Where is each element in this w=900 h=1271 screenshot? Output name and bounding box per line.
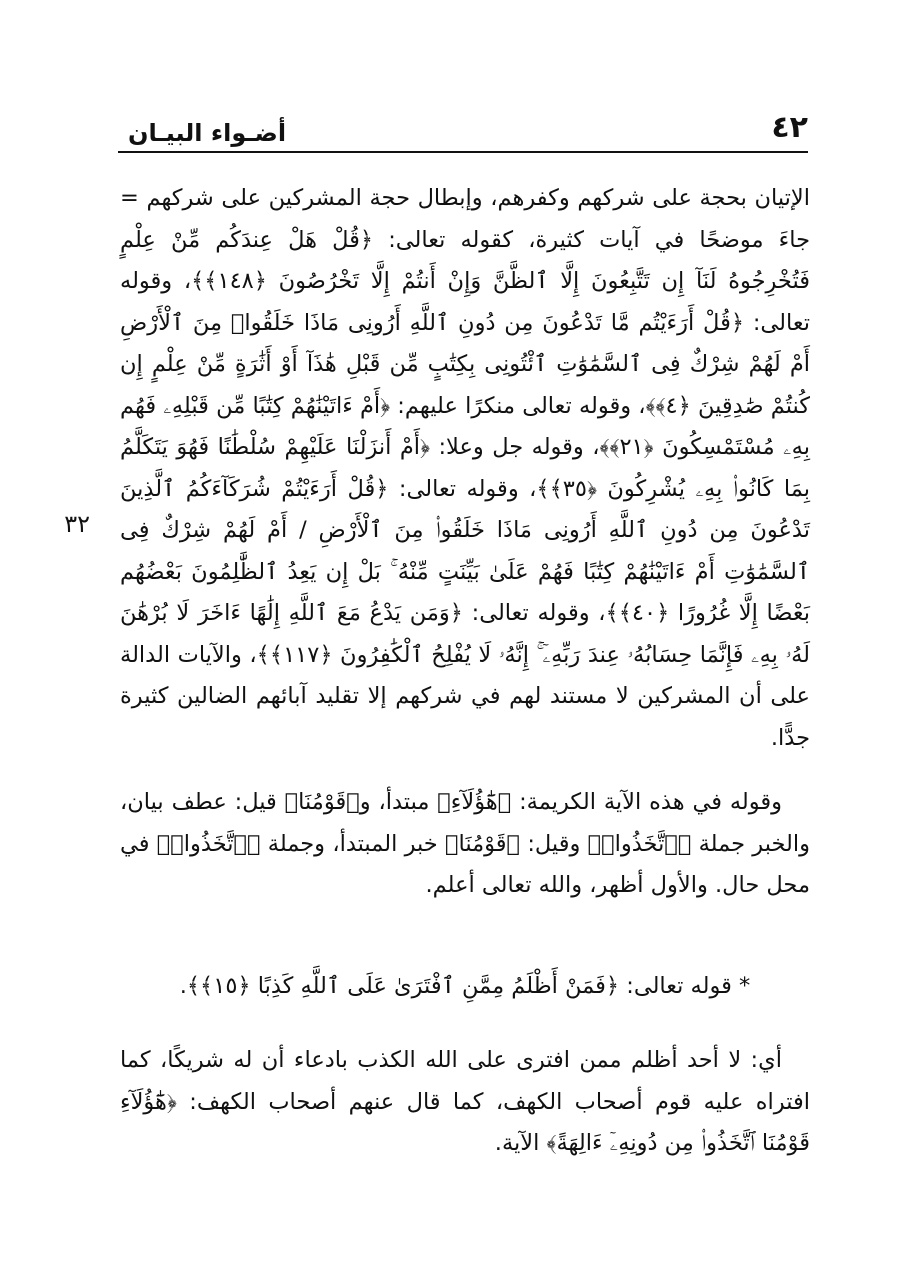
header-divider (118, 151, 808, 153)
paragraph-grammar-note (120, 782, 810, 907)
paragraph-verses-on-proof (120, 178, 810, 759)
paragraph-commentary (120, 1040, 810, 1165)
page-number: ٤٢ (771, 110, 808, 145)
verse-heading-text: * قوله تعالى: ﴿فَمَنْ أَظْلَمُ مِمَّنِ ٱفْتَرَىٰ عَلَى ٱللَّهِ كَذِبًا ﴿١٥﴾﴾. (179, 973, 751, 999)
running-title: أضـواء البيـان (128, 119, 287, 147)
paragraph-text: الإتيان بحجة على شركهم وكفرهم، وإبطال حجة المشركين على شركهم = جاءَ موضحًا في آيات كثيرة، كقوله تعالى: ﴿قُلْ هَلْ عِندَكُم مِّنْ عِلْمٍ فَتُخْرِجُوهُ لَنَآ إِن تَتَّبِعُونَ إِلَّا ٱلظَّنَّ وَإِنْ أَنتُمْ إِلَّا تَخْرُصُونَ ﴿١٤٨﴾﴾، وقوله تعالى: ﴿قُلْ أَرَءَيْتُم مَّا تَدْعُونَ مِن دُونِ ٱللَّهِ أَرُونِى مَاذَا خَلَقُوا۟ مِنَ ٱلْأَرْضِ أَمْ لَهُمْ شِرْكٌ فِى ٱلسَّمَٰوَٰتِ ٱئْتُونِى بِكِتَٰبٍ مِّن قَبْلِ هَٰذَآ أَوْ أَثَٰرَةٍ مِّنْ عِلْمٍ إِن كُنتُمْ صَٰدِقِينَ ﴿٤﴾﴾، وقوله تعالى منكرًا عليهم: ﴿أَمْ ءَاتَيْنَٰهُمْ كِتَٰبًا مِّن قَبْلِهِۦ فَهُم بِهِۦ مُسْتَمْسِكُونَ ﴿٢١﴾﴾، وقوله جل وعلا: ﴿أَمْ أَنزَلْنَا عَلَيْهِمْ سُلْطَٰنًا فَهُوَ يَتَكَلَّمُ بِمَا كَانُوا۟ بِهِۦ يُشْرِكُونَ ﴿٣٥﴾﴾، وقوله تعالى: ﴿قُلْ أَرَءَيْتُمْ شُرَكَآءَكُمُ ٱلَّذِينَ تَدْعُونَ مِن دُونِ ٱللَّهِ أَرُونِى مَاذَا خَلَقُوا۟ مِنَ ٱلْأَرْضِ / أَمْ لَهُمْ شِرْكٌ فِى ٱلسَّمَٰوَٰتِ أَمْ ءَاتَيْنَٰهُمْ كِتَٰبًا فَهُمْ عَلَىٰ بَيِّنَتٍ مِّنْهُ ۚ بَلْ إِن يَعِدُ ٱلظَّٰلِمُونَ بَعْضُهُم بَعْضًا إِلَّا غُرُورًا ﴿٤٠﴾﴾، وقوله تعالى: ﴿وَمَن يَدْعُ مَعَ ٱللَّهِ إِلَٰهًا ءَاخَرَ لَا بُرْهَٰنَ لَهُۥ بِهِۦ فَإِنَّمَا حِسَابُهُۥ عِندَ رَبِّهِۦٓ ۚ إِنَّهُۥ لَا يُفْلِحُ ٱلْكَٰفِرُونَ ﴿١١٧﴾﴾، والآيات الدالة على أن المشركين لا مستند لهم في شركهم إلا تقليد آبائهم الضالين كثيرة جدًّا. (120, 185, 810, 751)
margin-page-reference: ٣٢ (64, 510, 90, 538)
paragraph-text: وقوله في هذه الآية الكريمة: ﴿هَٰٓؤُلَآءِ﴾ مبتدأ، و﴿قَوْمُنَا﴾ قيل: عطف بيان، والخبر جملة ﴿ٱتَّخَذُوا۟﴾ وقيل: ﴿قَوْمُنَا﴾ خبر المبتدأ، وجملة ﴿ٱتَّخَذُوا۟﴾ في محل حال. والأول أظهر، والله تعالى أعلم. (120, 789, 810, 898)
verse-heading (120, 966, 810, 1008)
paragraph-text: أي: لا أحد أظلم ممن افترى على الله الكذب بادعاء أن له شريكًا، كما افتراه عليه قوم أصحاب الكهف، كما قال عنهم أصحاب الكهف: ﴿هَٰٓؤُلَآءِ قَوْمُنَا ٱتَّخَذُوا۟ مِن دُونِهِۦٓ ءَالِهَةً﴾ الآية. (120, 1047, 810, 1156)
